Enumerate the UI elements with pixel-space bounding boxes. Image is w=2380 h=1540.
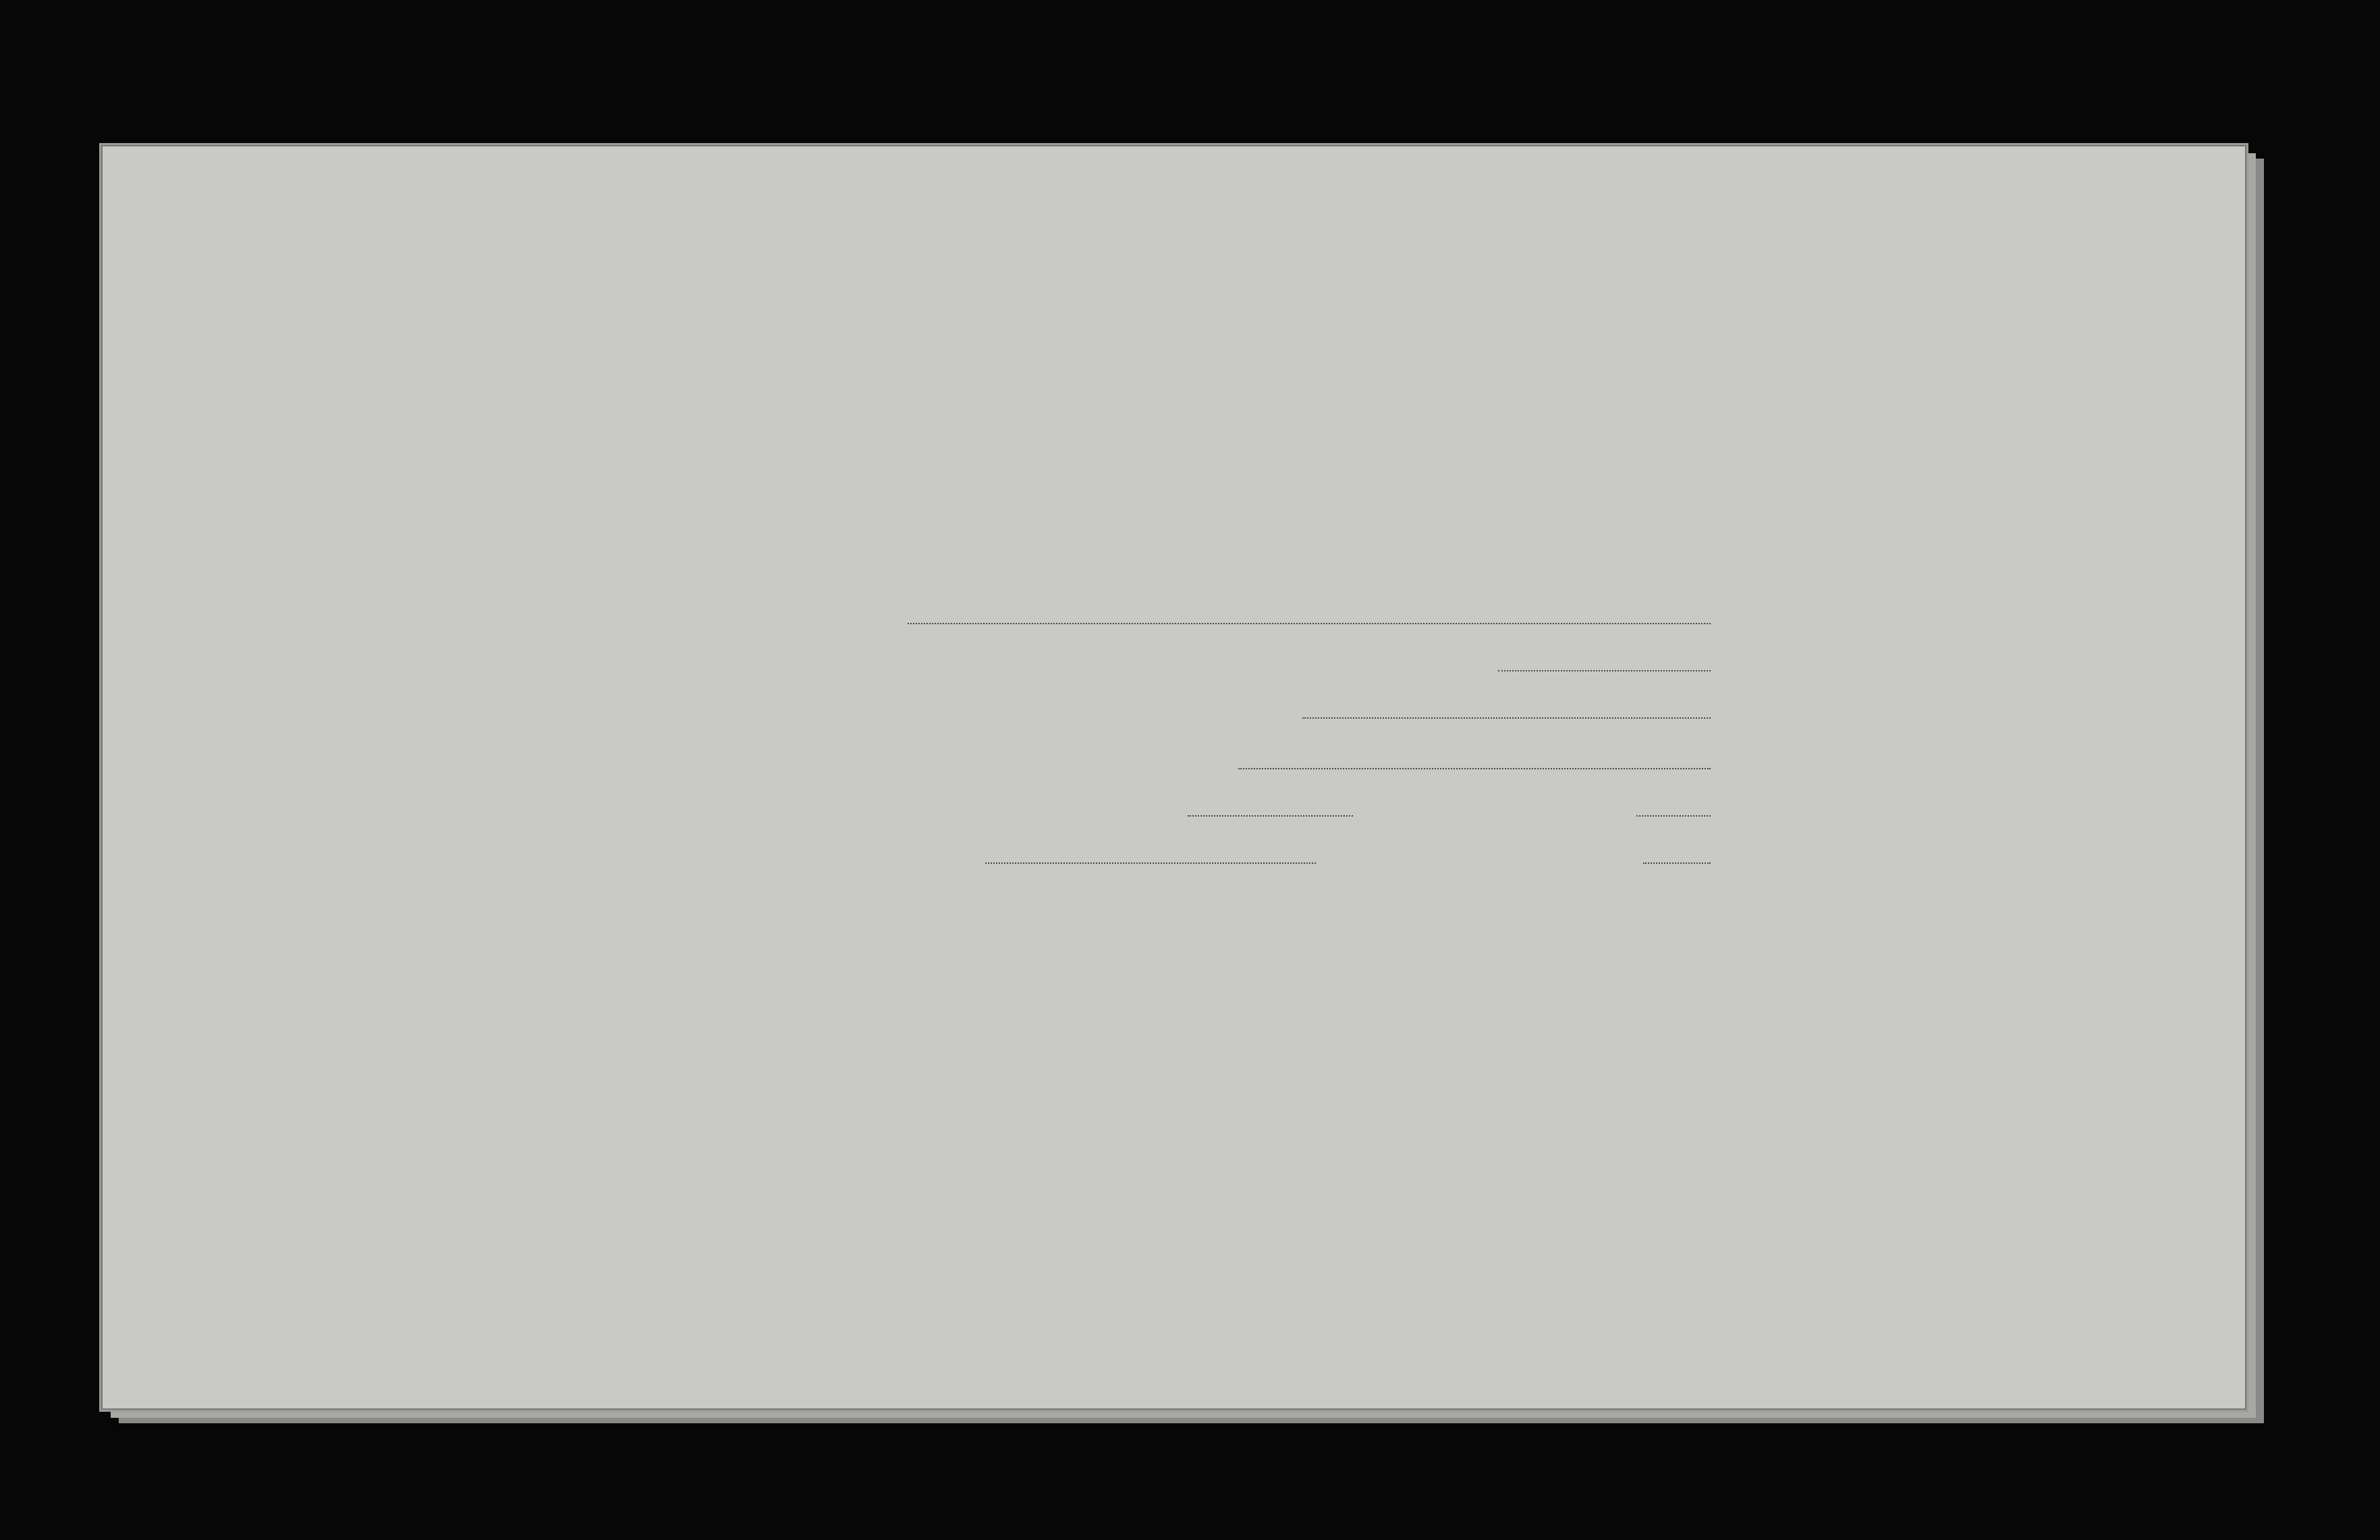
- village-distance-dotted-line: [1636, 815, 1711, 817]
- village-dotted-line: [1188, 815, 1353, 817]
- form-field-farming[interactable]: [739, 750, 1711, 775]
- farming-dotted-line: [1238, 768, 1711, 769]
- form-field-owner[interactable]: [739, 605, 1711, 630]
- form-field-land-type[interactable]: [739, 700, 1711, 724]
- owner-dotted-line: [908, 623, 1711, 624]
- form-field-other-land[interactable]: [739, 653, 1711, 677]
- land-type-dotted-line: [1302, 717, 1711, 719]
- private-estate-form: [712, 484, 1724, 902]
- other-land-dotted-line: [1498, 670, 1711, 671]
- market-distance-dotted-line: [1643, 862, 1711, 864]
- form-field-market[interactable]: [739, 845, 1711, 869]
- census-card: [101, 145, 2246, 1410]
- market-dotted-line: [985, 862, 1316, 864]
- form-field-village[interactable]: [739, 798, 1711, 822]
